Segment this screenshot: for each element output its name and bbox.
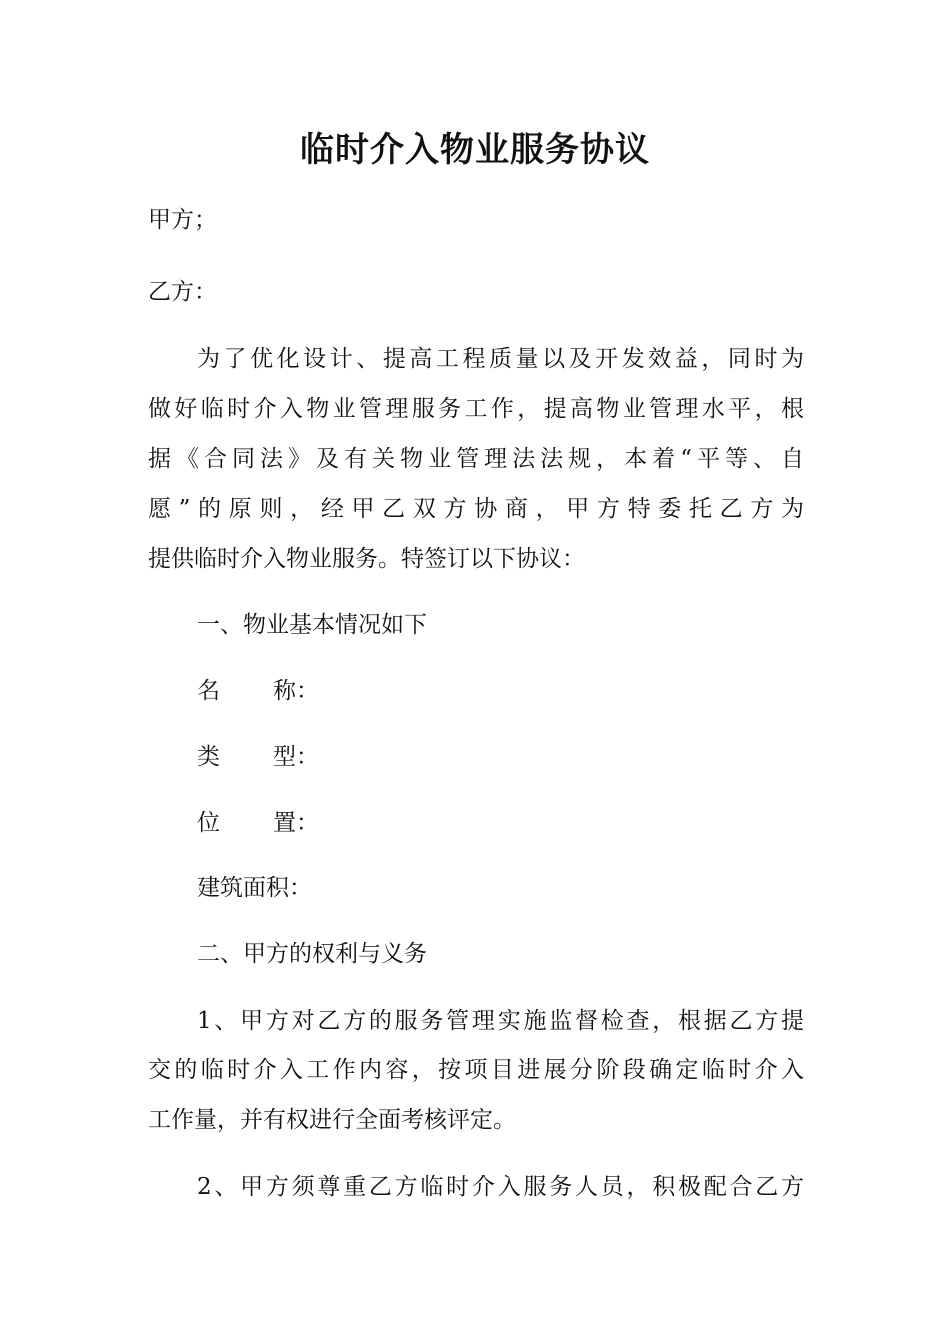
field-location-char1: 位 [197,810,220,836]
clause-1-line: 交的临时介入工作内容，按项目进展分阶段确定临时介入 [148,1057,804,1083]
field-name-char2: 称： [273,678,319,704]
field-name-char1: 名 [197,678,220,704]
clause-1-line: 工作量，并有权进行全面考核评定。 [148,1107,516,1133]
intro-paragraph-line: 做好临时介入物业管理服务工作，提高物业管理水平，根 [148,396,804,422]
field-type [197,741,319,773]
section-heading-party-a-rights: 二、甲方的权利与义务 [197,941,427,967]
intro-paragraph-line: 为了优化设计、提高工程质量以及开发效益，同时为 [197,346,804,372]
party-a-label: 甲方； [148,207,217,233]
field-location-char2: 置： [273,810,319,836]
clause-2-line: 2、甲方须尊重乙方临时介入服务人员，积极配合乙方 [197,1174,804,1200]
intro-paragraph-line: 愿”的原则，经甲乙双方协商，甲方特委托乙方为 [148,496,804,522]
field-type-char1: 类 [197,744,220,770]
field-type-char2: 型： [273,744,319,770]
clause-1-line: 1、甲方对乙方的服务管理实施监督检查，根据乙方提 [197,1008,804,1034]
intro-paragraph-line: 提供临时介入物业服务。特签订以下协议： [148,546,585,572]
intro-paragraph-line: 据《合同法》及有关物业管理法法规，本着“平等、自 [148,446,804,472]
section-heading-property-info: 一、物业基本情况如下 [197,612,427,638]
party-b-label: 乙方： [148,279,217,305]
field-location [197,807,319,839]
field-name [197,675,319,707]
document-title: 临时介入物业服务协议 [300,130,650,170]
field-building-area: 建筑面积： [197,875,312,901]
